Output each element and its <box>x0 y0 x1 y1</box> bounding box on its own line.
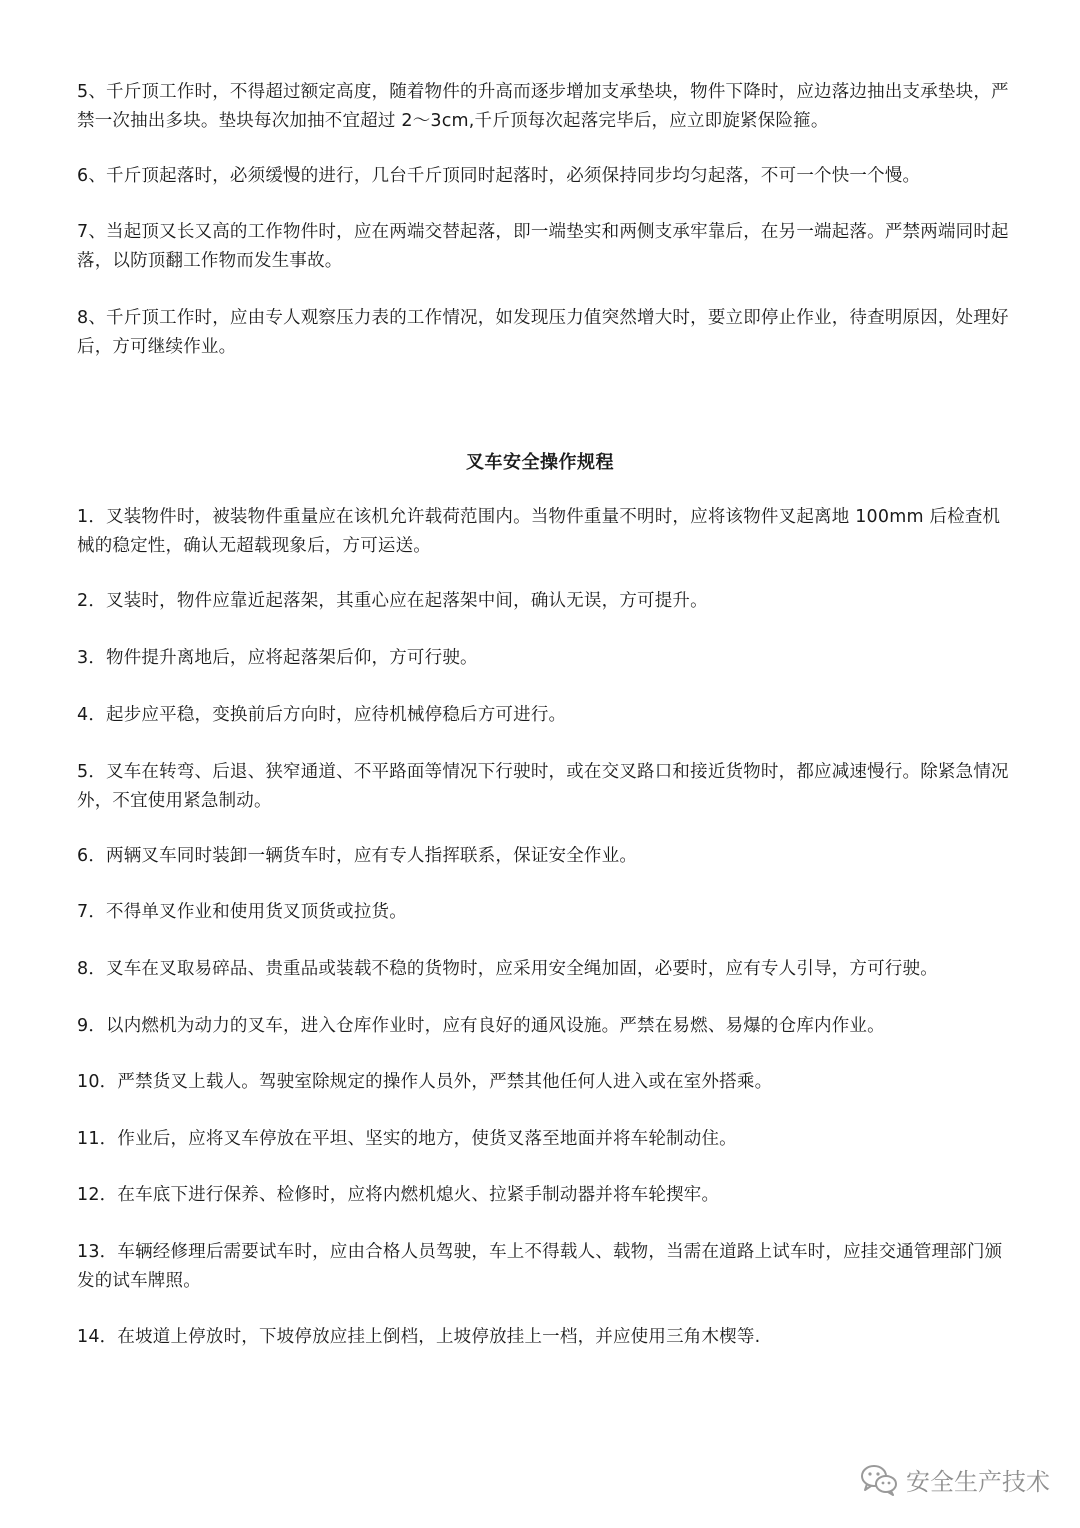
jack-rule-5: 5、千斤顶工作时，不得超过额定高度，随着物件的升高而逐步增加支承垫块，物件下降时，应边落边抽出支承垫块，严禁一次抽出多块。垫块每次加抽不宜超过 2～3cm,千斤顶每次起落完毕后，应立即旋紧保险箍。 <box>77 82 1009 131</box>
forklift-rule-3: 3．物件提升离地后，应将起落架后仰，方可行驶。 <box>77 648 478 668</box>
watermark <box>860 1462 1050 1497</box>
forklift-rule-13: 13．车辆经修理后需要试车时，应由合格人员驾驶，车上不得载人、载物，当需在道路上试车时，应挂交通管理部门颁发的试车牌照。 <box>77 1242 1003 1291</box>
forklift-rule-8: 8．叉车在叉取易碎品、贵重品或装载不稳的货物时，应采用安全绳加固，必要时，应有专人引导，方可行驶。 <box>77 959 938 979</box>
forklift-rule-6: 6．两辆叉车同时装卸一辆货车时，应有专人指挥联系，保证安全作业。 <box>77 846 638 866</box>
forklift-rule-12: 12．在车底下进行保养、检修时，应将内燃机熄火、拉紧手制动器并将车轮揳牢。 <box>77 1185 720 1205</box>
forklift-rule-10: 10．严禁货叉上载人。驾驶室除规定的操作人员外，严禁其他任何人进入或在室外搭乘。 <box>77 1072 773 1092</box>
forklift-rule-11: 11．作业后，应将叉车停放在平坦、坚实的地方，使货叉落至地面并将车轮制动住。 <box>77 1129 737 1149</box>
forklift-rule-9: 9．以内燃机为动力的叉车，进入仓库作业时，应有良好的通风设施。严禁在易燃、易爆的仓库内作业。 <box>77 1016 885 1036</box>
forklift-rule-5: 5．叉车在转弯、后退、狭窄通道、不平路面等情况下行驶时，或在交叉路口和接近货物时，都应减速慢行。除紧急情况外，不宜使用紧急制动。 <box>77 762 1009 811</box>
forklift-rule-4: 4．起步应平稳，变换前后方向时，应待机械停稳后方可进行。 <box>77 705 567 725</box>
forklift-rule-2: 2．叉装时，物件应靠近起落架，其重心应在起落架中间，确认无误，方可提升。 <box>77 591 708 611</box>
forklift-section-title: 叉车安全操作规程 <box>466 452 614 473</box>
forklift-rule-14: 14．在坡道上停放时，下坡停放应挂上倒档，上坡停放挂上一档，并应使用三角木楔等. <box>77 1327 761 1347</box>
watermark-text: 安全生产技术 <box>906 1468 1050 1496</box>
jack-rule-6: 6、千斤顶起落时，必须缓慢的进行，几台千斤顶同时起落时，必须保持同步均匀起落，不可一个快一个慢。 <box>77 166 921 186</box>
forklift-rule-1: 1．叉装物件时，被装物件重量应在该机允许载荷范围内。当物件重量不明时，应将该物件叉起离地 100mm 后检查机械的稳定性，确认无超载现象后，方可运送。 <box>77 507 1001 556</box>
jack-rule-8: 8、千斤顶工作时，应由专人观察压力表的工作情况，如发现压力值突然增大时，要立即停止作业，待查明原因，处理好后，方可继续作业。 <box>77 308 1009 357</box>
wechat-icon <box>860 1463 898 1497</box>
jack-rule-7: 7、当起顶又长又高的工作物件时，应在两端交替起落，即一端垫实和两侧支承牢靠后，在另一端起落。严禁两端同时起落，以防顶翻工作物而发生事故。 <box>77 222 1009 271</box>
forklift-rule-7: 7．不得单叉作业和使用货叉顶货或拉货。 <box>77 902 407 922</box>
